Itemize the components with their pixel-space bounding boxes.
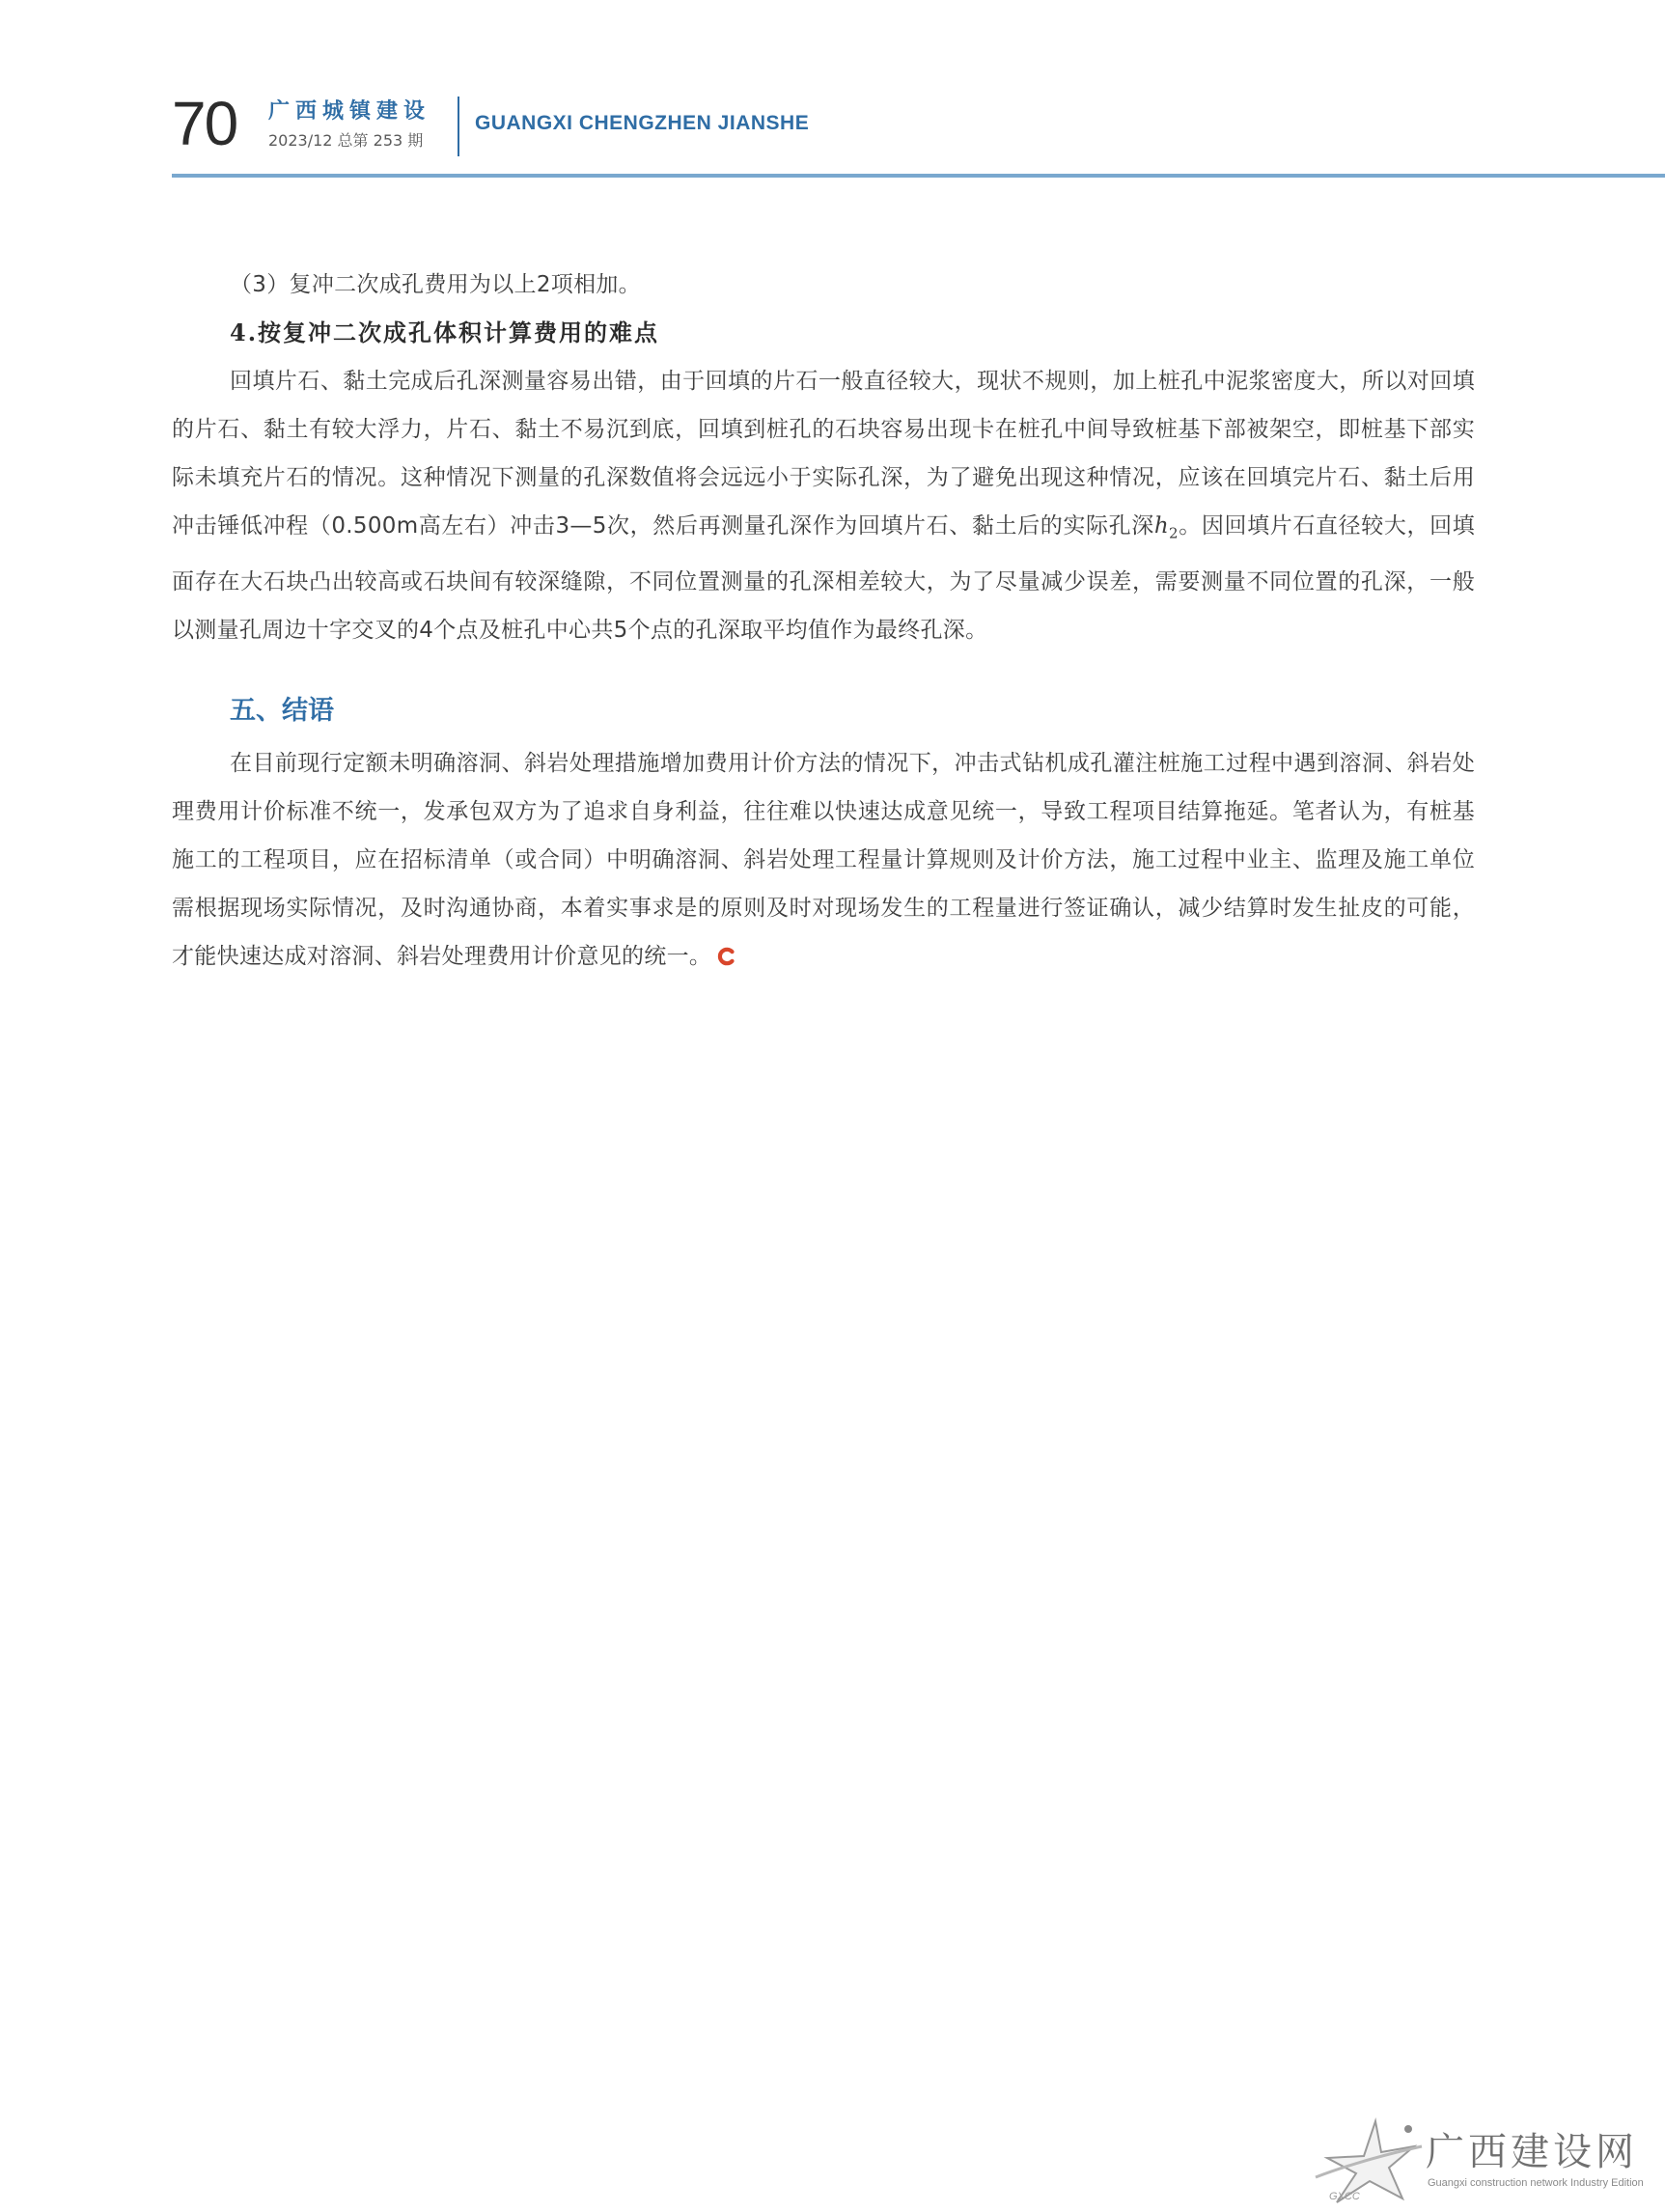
paragraph-difficulty-text-a: 回填片石、黏土完成后孔深测量容易出错，由于回填的片石一般直径较大，现状不规则，加上桩孔中泥浆密度大，所以对回填的片石、黏土有较大浮力，片石、黏土不易沉到底，回填到桩孔的石块容易出现卡在桩孔中间导致桩基下部被架空，即桩基下部实际未填充片石的情况。这种情况下测量的孔深数值将会远远小于实际孔深，为了避免出现这种情况，应该在回填完片石、黏土后用冲击锤低冲程（0.500m高左右）冲击3—5次，然后再测量孔深作为回填片石、黏土后的实际孔深 xyxy=(172,369,1475,539)
issue-info: 2023/12 总第 253 期 xyxy=(268,131,424,150)
variable-symbol: h xyxy=(1153,513,1170,539)
article-end-mark-icon xyxy=(717,947,736,966)
header-divider xyxy=(458,97,459,156)
footer-watermark-logo xyxy=(1308,2112,1665,2212)
footer-logo-cn: 广西建设网 xyxy=(1426,2130,1638,2174)
page-header xyxy=(172,89,1665,178)
star-logo-icon xyxy=(1308,2117,1424,2204)
list-item-3: （3）复冲二次成孔费用为以上2项相加。 xyxy=(230,272,641,297)
article-body xyxy=(172,261,1475,981)
paragraph-conclusion xyxy=(172,739,1475,981)
subheading-difficulty: 4.按复冲二次成孔体积计算费用的难点 xyxy=(230,318,660,346)
magazine-name-cn: 广西城镇建设 xyxy=(268,99,431,124)
paragraph-difficulty xyxy=(172,357,1475,654)
footer-logo-abbr: GXCC xyxy=(1329,2191,1360,2202)
page-number: 70 xyxy=(172,89,237,158)
section-heading-conclusion: 五、结语 xyxy=(230,695,334,726)
footer-logo-en: Guangxi construction network Industry Edition xyxy=(1428,2177,1644,2189)
variable-h2 xyxy=(1153,513,1179,542)
magazine-name-en: GUANGXI CHENGZHEN JIANSHE xyxy=(475,112,810,134)
header-magazine-block xyxy=(268,98,461,152)
paragraph-conclusion-text: 在目前现行定额未明确溶洞、斜岩处理措施增加费用计价方法的情况下，冲击式钻机成孔灌注桩施工过程中遇到溶洞、斜岩处理费用计价标准不统一，发承包双方为了追求自身利益，往往难以快速达成意见统一，导致工程项目结算拖延。笔者认为，有桩基施工的工程项目，应在招标清单（或合同）中明确溶洞、斜岩处理工程量计算规则及计价方法，施工过程中业主、监理及施工单位需根据现场实际情况，及时沟通协商，本着实事求是的原则及时对现场发生的工程量进行签证确认，减少结算时发生扯皮的可能，才能快速达成对溶洞、斜岩处理费用计价意见的统一。 xyxy=(172,750,1475,969)
variable-subscript: 2 xyxy=(1169,524,1179,542)
header-rule xyxy=(172,174,1665,178)
paragraph-difficulty-text-b: 。因回填片石直径较大，回填面存在大石块凸出较高或石块间有较深缝隙，不同位置测量的孔深相差较大，为了尽量减少误差，需要测量不同位置的孔深，一般以测量孔周边十字交叉的4个点及桩孔中心共5个点的孔深取平均值作为最终孔深。 xyxy=(172,513,1475,643)
